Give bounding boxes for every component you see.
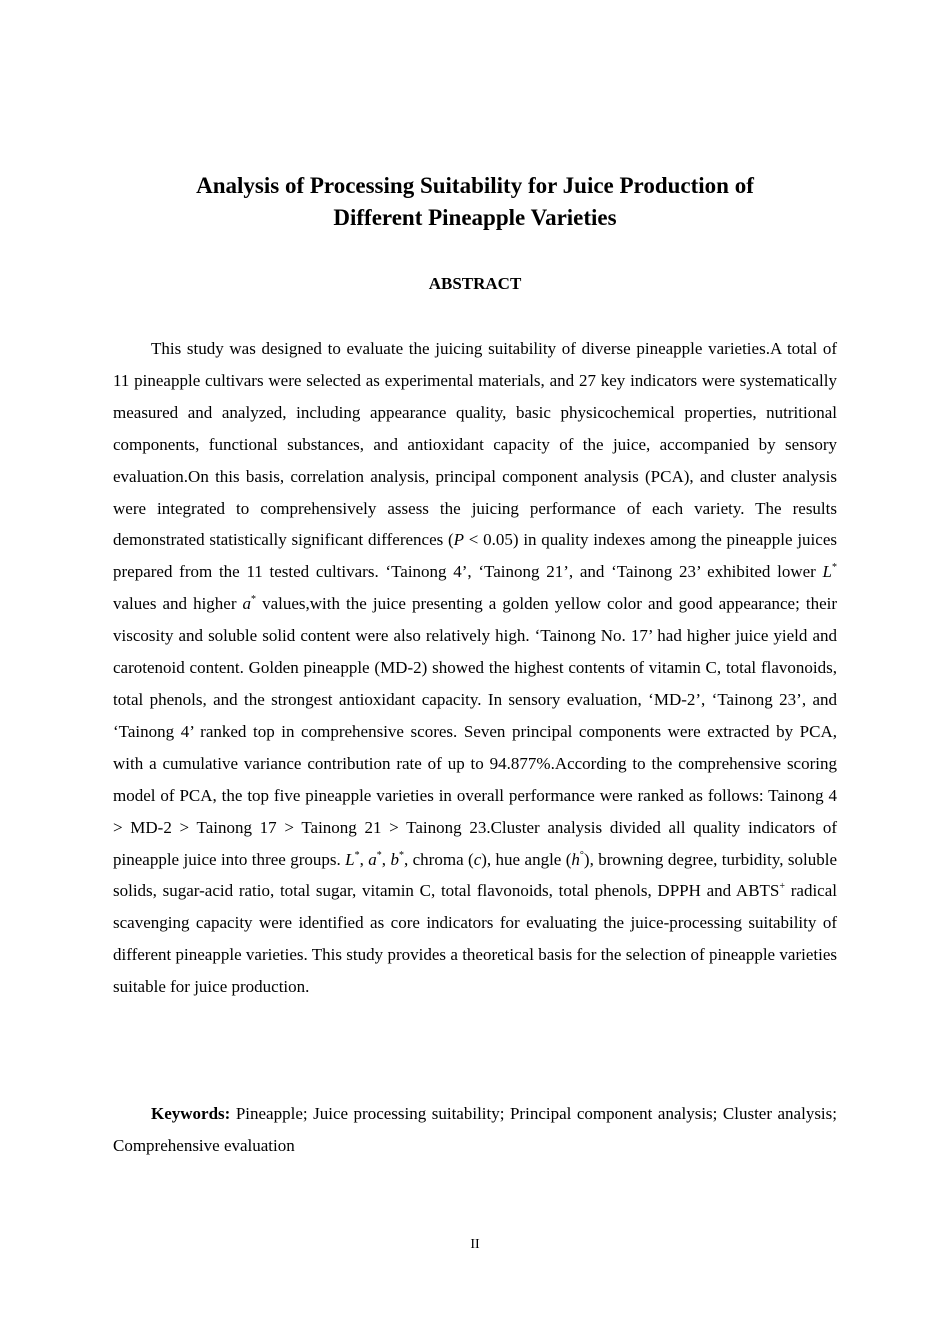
abstract-text: ), browning degree, turbidity, soluble solids, sugar-acid ratio, total sugar, vitamin C, total flavonoids, total phenols, DPPH and ABTS [113, 849, 838, 901]
separator: , [381, 849, 391, 869]
superscript-star: * [398, 849, 404, 861]
a-star-symbol: a [242, 594, 252, 614]
superscript-star: * [251, 594, 257, 606]
superscript-star: * [832, 562, 837, 574]
keywords-text: Pineapple; Juice processing suitability; Principal component analysis; Cluster analysis; Comprehensive evaluation [113, 1104, 837, 1155]
page-number: II [470, 1237, 480, 1252]
superscript-plus: + [779, 881, 786, 893]
abstract-text: radical scavenging capacity were identified as core indicators for evaluating the juice-processing suitability of different pineapple varieties. This study provides a theoretical basis for the selection of pineapple varieties suitable for juice production. [113, 881, 837, 997]
superscript-star: * [376, 849, 382, 861]
separator: , [359, 849, 369, 869]
hue-angle-symbol: h [571, 849, 580, 869]
superscript-star: * [354, 849, 360, 861]
paper-title [100, 170, 850, 234]
l-star-symbol: L [345, 849, 355, 869]
abstract-text: , chroma ( [403, 849, 474, 869]
abstract-text: < 0.05) in quality indexes among the pineapple juices prepared from the 11 tested cultivars. ‘Tainong 4’, ‘Tainong 21’, and ‘Tainong 23’ exhibited lower [113, 530, 837, 582]
chroma-symbol: c [473, 849, 482, 869]
paper-title-line-2: Different Pineapple Varieties [333, 205, 617, 230]
l-star-symbol: L [822, 562, 832, 582]
abstract-text: ), hue angle ( [481, 849, 572, 869]
b-star-symbol: b [390, 849, 399, 869]
abstract-heading: ABSTRACT [428, 274, 522, 293]
keywords-paragraph [113, 1098, 837, 1162]
paper-title-line-1: Analysis of Processing Suitability for Juice Production of [196, 173, 754, 198]
abstract-text: This study was designed to evaluate the juicing suitability of diverse pineapple varieties.A total of 11 pineapple cultivars were selected as experimental materials, and 27 key indicators were systematically measured and analyzed, including appearance quality, basic physicochemical properties, nutritional components, functional substances, and antioxidant capacity of the juice, accompanied by sensory evaluation.On this basis, correlation analysis, principal component analysis (PCA), and cluster analysis were integrated to comprehensively assess the juicing performance of each variety. The results demonstrated statistically significant differences ( [113, 339, 837, 550]
abstract-text: values,with the juice presenting a golden yellow color and good appearance; their viscosity and soluble solid content were also relatively high. ‘Tainong No. 17’ had higher juice yield and carotenoid content. Golden pineapple (MD-2) showed the highest contents of vitamin C, total flavonoids, total phenols, and the strongest antioxidant capacity. In sensory evaluation, ‘MD-2’, ‘Tainong 23’, and ‘Tainong 4’ ranked top in comprehensive scores. Seven principal components were extracted by PCA, with a cumulative variance contribution rate of up to 94.877%.According to the comprehensive scoring model of PCA, the top five pineapple varieties in overall performance were ranked as follows: Tainong 4 > MD-2 > Tainong 17 > Tainong 21 > Tainong 23.Cluster analysis divided all quality indicators of pineapple juice into three groups. [113, 594, 837, 869]
superscript-degree: ° [579, 849, 584, 861]
a-star-symbol: a [368, 849, 377, 869]
p-value-symbol: P [453, 530, 465, 550]
abstract-body [113, 333, 837, 1003]
abstract-text: values and higher [113, 594, 243, 614]
keywords-label: Keywords: [151, 1104, 231, 1123]
